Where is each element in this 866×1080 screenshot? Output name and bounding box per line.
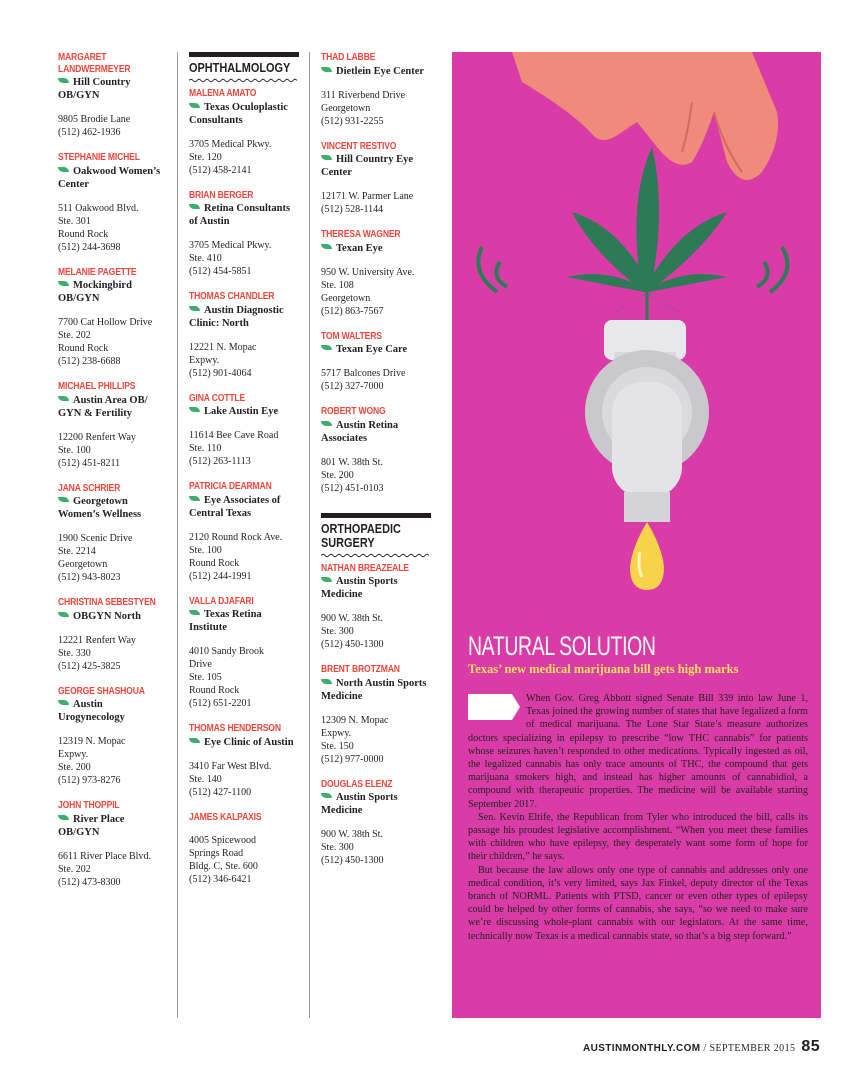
address-line: 1900 Scenic Drive [58, 533, 133, 544]
leaf-bullet-icon [189, 610, 200, 615]
page-number: 85 [801, 1038, 820, 1055]
address-line: (512) 263-1113 [189, 456, 251, 467]
address-line: (512) 458-2141 [189, 164, 252, 176]
address-line: Ste. 2214 [58, 546, 96, 557]
leaf-bullet-icon [321, 67, 332, 72]
address-block [189, 341, 299, 380]
leaf-bullet-icon [321, 155, 332, 160]
practice-label: Texas Oculoplastic Consultants [189, 101, 288, 126]
address-block [58, 431, 168, 470]
address-line: 12171 W. Parmer Lane [321, 191, 414, 202]
entry-list [321, 563, 431, 868]
practice-label: Austin Diagnostic Clinic: North [189, 304, 284, 329]
directory-entry [189, 190, 299, 279]
column-rule [309, 52, 310, 1018]
directory-entry [321, 141, 431, 217]
doctor-name: JAMES KALPAXIS [189, 811, 262, 823]
practice-name [58, 495, 168, 521]
address-block [58, 113, 168, 139]
address-block [58, 532, 168, 584]
doctor-name: STEPHANIE MICHEL [58, 152, 140, 163]
practice-label: Austin Retina Associates [321, 419, 399, 444]
address-line: Ste. 110 [189, 443, 222, 454]
doctor-name: BRENT BROTZMAN [321, 664, 400, 675]
leaf-bullet-icon [321, 577, 332, 582]
doctor-name: THAD LABBE [321, 52, 376, 63]
sidebar-body [468, 692, 808, 943]
directory-entry [58, 152, 168, 254]
directory-entry [321, 52, 431, 128]
address-line: (512) 977-0000 [321, 753, 384, 765]
address-line: Round Rock [58, 343, 109, 354]
address-line: (512) 450-1300 [321, 639, 384, 650]
address-line: 12309 N. Mopac [321, 714, 389, 726]
address-line: 9805 Brodie Lane [58, 114, 131, 125]
directory-column-3 [321, 52, 431, 880]
doctor-name: NATHAN BREAZEALE [321, 562, 409, 574]
section-header [321, 513, 431, 558]
practice-name [58, 813, 168, 839]
address-block [321, 612, 431, 651]
leaf-bullet-icon [321, 793, 332, 798]
directory-entry [321, 563, 431, 652]
section-title: OPHTHALMOLOGY [189, 60, 291, 75]
practice-name [321, 65, 431, 78]
address-line: (512) 450-1300 [321, 855, 384, 866]
address-block [189, 239, 299, 278]
practice-name [321, 575, 431, 601]
practice-name [58, 698, 168, 724]
leaf-bullet-icon [58, 612, 69, 617]
address-line: 11614 Bee Cave Road [189, 430, 279, 441]
address-line: 801 W. 38th St. [321, 456, 383, 468]
section-header [189, 52, 299, 83]
address-line: 900 W. 38th St. [321, 829, 383, 840]
address-block [321, 714, 431, 766]
leaf-bullet-icon [189, 306, 200, 311]
practice-label: Eye Clinic of Austin [204, 736, 294, 748]
practice-name [321, 343, 431, 356]
doctor-name: MICHAEL PHILLIPS [58, 381, 136, 392]
address-block [58, 634, 168, 673]
leaf-bullet-icon [58, 497, 69, 502]
address-line: (512) 451-8211 [58, 457, 121, 469]
directory-entry [321, 406, 431, 495]
leaf-bullet-icon [58, 78, 69, 83]
address-block [189, 531, 299, 583]
practice-label: Lake Austin Eye [204, 406, 279, 417]
address-line: Georgetown [58, 559, 108, 570]
address-line: 511 Oakwood Blvd. [58, 202, 139, 214]
practice-label: Hill Country OB/GYN [58, 77, 131, 101]
leaf-bullet-icon [189, 496, 200, 501]
illustration-hand-leaf-dropper [452, 52, 821, 612]
directory-entry [58, 52, 168, 139]
address-line: (512) 327-7000 [321, 381, 384, 392]
practice-label: Dietlein Eye Center [336, 65, 425, 77]
address-line: Ste. 330 [58, 647, 91, 659]
address-line: Expwy. [189, 354, 220, 366]
address-line: Ste. 105 [189, 672, 222, 683]
directory-entry [189, 393, 299, 469]
address-line: Ste. 410 [189, 253, 222, 264]
practice-name [58, 76, 168, 102]
address-line: Ste. 301 [58, 215, 91, 227]
address-line: (512) 473-8300 [58, 876, 121, 888]
address-line: Round Rock [189, 557, 240, 569]
directory-column-2 [189, 52, 299, 899]
directory-entry [189, 812, 299, 887]
entry-list [189, 88, 299, 886]
address-line: (512) 901-4064 [189, 367, 252, 379]
address-block [58, 202, 168, 254]
practice-label: Oakwood Women’s Center [58, 165, 161, 190]
doctor-name: MALENA AMATO [189, 88, 257, 99]
address-line: 12221 N. Mopac [189, 341, 257, 353]
practice-label: Austin Sports Medicine [321, 792, 398, 816]
practice-label: Eye Associates of Central Texas [189, 494, 281, 519]
address-line: (512) 244-1991 [189, 570, 252, 582]
practice-name [58, 165, 168, 191]
address-block [321, 190, 431, 216]
address-line: 7700 Cat Hollow Drive [58, 317, 153, 328]
directory-entry [58, 267, 168, 369]
doctor-name: THOMAS HENDERSON [189, 723, 281, 734]
leaf-bullet-icon [321, 421, 332, 426]
leaf-bullet-icon [321, 244, 332, 249]
address-line: Ste. 150 [321, 740, 354, 752]
address-line: Drive [189, 659, 212, 670]
address-block [58, 316, 168, 368]
entry-list [321, 52, 431, 495]
directory-entry [189, 88, 299, 177]
practice-name [189, 494, 299, 520]
doctor-name: MARGARET LANDWERMEYER [58, 52, 131, 75]
address-line: 4010 Sandy Brook [189, 646, 264, 657]
doctor-name: TOM WALTERS [321, 330, 382, 342]
leaf-bullet-icon [189, 738, 200, 743]
doctor-name: PATRICIA DEARMAN [189, 481, 272, 492]
practice-name [321, 419, 431, 445]
address-line: Ste. 300 [321, 842, 354, 853]
footer-site[interactable]: AUSTINMONTHLY.COM [582, 1043, 701, 1054]
practice-name [189, 405, 299, 418]
address-line: 12319 N. Mopac [58, 736, 126, 747]
address-line: 950 W. University Ave. [321, 266, 415, 278]
practice-label: North Austin Sports Medicine [321, 677, 427, 702]
doctor-name: THERESA WAGNER [321, 229, 401, 240]
address-line: 6611 River Place Blvd. [58, 850, 151, 862]
leaf-bullet-icon [58, 700, 69, 705]
practice-name [321, 791, 431, 817]
address-block [321, 89, 431, 128]
practice-name [189, 304, 299, 330]
directory-entry [58, 686, 168, 788]
address-block [189, 138, 299, 177]
doctor-name: VALLA DJAFARI [189, 595, 254, 607]
directory-entry [58, 381, 168, 470]
sidebar-panel [452, 52, 821, 1018]
address-line: 3410 Far West Blvd. [189, 760, 272, 772]
address-line: (512) 425-3825 [58, 660, 121, 672]
practice-name [189, 608, 299, 634]
address-line: (512) 346-6421 [189, 874, 252, 885]
address-line: (512) 651-2201 [189, 698, 252, 709]
address-line: (512) 427-1100 [189, 786, 252, 798]
address-line: (512) 244-3698 [58, 241, 121, 253]
practice-label: Texan Eye [336, 242, 383, 254]
address-line: Ste. 100 [58, 444, 91, 456]
doctor-name: MELANIE PAGETTE [58, 266, 137, 278]
address-line: 12221 Renfert Way [58, 634, 136, 646]
leaf-bullet-icon [321, 345, 332, 350]
address-line: Ste. 300 [321, 626, 354, 637]
doctor-name: BRIAN BERGER [189, 189, 254, 201]
address-line: 3705 Medical Pkwy. [189, 138, 272, 150]
page-footer [583, 1038, 820, 1056]
address-line: (512) 454-5851 [189, 266, 252, 277]
address-line: (512) 931-2255 [321, 115, 384, 127]
address-line: Ste. 200 [58, 762, 91, 773]
address-line: Ste. 100 [189, 544, 222, 556]
practice-name [58, 610, 168, 623]
address-line: 311 Riverbend Drive [321, 89, 406, 101]
doctor-name: VINCENT RESTIVO [321, 140, 397, 152]
practice-label: Hill Country Eye Center [321, 154, 414, 178]
doctor-name: GEORGE SHASHOUA [58, 685, 145, 697]
directory-entry [189, 596, 299, 711]
doctor-name: ROBERT WONG [321, 406, 386, 417]
directory-entry [189, 481, 299, 583]
address-line: 12200 Renfert Way [58, 431, 136, 443]
practice-label: Retina Consultants of Austin [189, 203, 291, 227]
practice-label: Austin Urogynecology [58, 699, 125, 723]
address-line: (512) 238-6688 [58, 356, 121, 367]
leaf-bullet-icon [321, 679, 332, 684]
directory-entry [58, 597, 168, 673]
address-line: Ste. 202 [58, 330, 91, 341]
leaf-bullet-icon [58, 815, 69, 820]
address-block [189, 760, 299, 799]
leaf-bullet-icon [58, 281, 69, 286]
squiggle-divider-icon [321, 553, 429, 558]
doctor-name: THOMAS CHANDLER [189, 291, 275, 302]
address-line: Round Rock [58, 228, 109, 240]
practice-name [321, 153, 431, 179]
directory-entry [58, 800, 168, 889]
leaf-bullet-icon [189, 407, 200, 412]
doctor-name: GINA COTTLE [189, 392, 246, 404]
practice-name [58, 394, 168, 420]
sidebar-paragraph: But because the law allows only one type of cannabis and addresses only one medical condition, it’s very limited, says Jax Finkel, deputy director of the Texas branch of NORML. Patients with PTSD, cancer or even other types of epilepsy could be helped by other forms of cannabis, she says, “so we need to make sure we’re discussing whole-plant cannabis with our legislators. At the same time, technically now Texas is a medical cannabis state, so that’s a big step forward.” [468, 864, 808, 942]
address-line: Round Rock [189, 685, 240, 696]
sidebar-paragraph: When Gov. Greg Abbott signed Senate Bill 339 into law June 1, Texas joined the growing number of states that have legalized a form of medical marijuana. The Lone Star State’s measure authorizes doctors specializing in epilepsy to prescribe “low THC cannabis” for patients whose seizures haven’t responded to other medications. Typically ingested as oil, the legalized cannabis has only trace amounts of THC, the compound that gets marijuana smokers high, and instead has higher amounts of cannabidiol, a compound with therapeutic properties. The medicine will be available starting September 2017. [468, 693, 808, 810]
directory-column-1 [58, 52, 168, 902]
column-rule [177, 52, 178, 1018]
directory-entry [321, 229, 431, 318]
address-line: Ste. 140 [189, 773, 222, 785]
practice-name [189, 101, 299, 127]
practice-name [321, 677, 431, 703]
address-line: 5717 Balcones Drive [321, 368, 406, 379]
address-block [58, 850, 168, 889]
address-line: 2120 Round Rock Ave. [189, 531, 283, 543]
directory-entry [189, 291, 299, 380]
address-block [58, 735, 168, 787]
leaf-bullet-icon [189, 204, 200, 209]
address-line: Ste. 202 [58, 863, 91, 875]
address-line: Expwy. [58, 749, 89, 760]
leaf-bullet-icon [58, 396, 69, 401]
squiggle-divider-icon [189, 78, 297, 83]
address-line: Georgetown [321, 102, 371, 114]
address-line: Georgetown [321, 292, 371, 304]
practice-name [189, 736, 299, 749]
address-block [321, 456, 431, 495]
directory-entry [189, 723, 299, 799]
address-line: Ste. 200 [321, 469, 354, 481]
address-block [321, 828, 431, 867]
address-line: 3705 Medical Pkwy. [189, 240, 272, 251]
sidebar-subtitle: Texas’ new medical marijuana bill gets high marks [468, 662, 739, 676]
doctor-name: CHRISTINA SEBESTYEN [58, 597, 156, 608]
doctor-name: JOHN THOPPIL [58, 800, 120, 811]
address-line: (512) 451-0103 [321, 482, 384, 494]
directory-entry [321, 779, 431, 868]
practice-label: Texas Retina Institute [189, 609, 262, 633]
address-line: Bldg. C, Ste. 600 [189, 861, 258, 872]
address-line: Ste. 108 [321, 279, 354, 291]
footer-issue: / SEPTEMBER 2015 [700, 1043, 796, 1054]
sidebar-paragraph: Sen. Kevin Eltife, the Republican from Tyler who introduced the bill, calls its passage his proudest legislative accomplishment. “When you meet these families with children who have epilepsy, they desperately want some form of hope for their children,” he says. [468, 811, 808, 863]
address-line: Ste. 120 [189, 151, 222, 163]
address-line: 900 W. 38th St. [321, 613, 383, 624]
practice-name [321, 242, 431, 255]
practice-name [189, 202, 299, 228]
practice-label: Georgetown Women’s Wellness [58, 496, 142, 520]
leaf-bullet-icon [189, 103, 200, 108]
practice-label: Texan Eye Care [336, 344, 408, 355]
address-line: Expwy. [321, 727, 352, 739]
address-line: (512) 943-8023 [58, 572, 121, 583]
address-line: (512) 462-1936 [58, 127, 121, 138]
practice-label: River Place OB/GYN [58, 813, 125, 838]
practice-label: Austin Sports Medicine [321, 576, 398, 600]
address-block [321, 266, 431, 318]
arrow-tag-icon [468, 694, 520, 720]
leaf-bullet-icon [58, 167, 69, 172]
practice-label: Austin Area OB/ GYN & Fertility [58, 394, 148, 419]
address-line: (512) 528-1144 [321, 204, 384, 215]
address-block [321, 367, 431, 393]
practice-name [58, 279, 168, 305]
directory-entry [58, 483, 168, 585]
address-block [189, 645, 299, 710]
practice-label: Mockingbird OB/GYN [58, 280, 132, 304]
sidebar-title: NATURAL SOLUTION [468, 631, 656, 661]
doctor-name: JANA SCHRIER [58, 482, 121, 494]
address-block [189, 429, 299, 468]
address-line: 4005 Spicewood [189, 835, 256, 846]
directory-entry [321, 331, 431, 394]
practice-label: OBGYN North [73, 610, 141, 622]
section-title: ORTHOPAEDIC SURGERY [321, 520, 401, 550]
address-block [189, 834, 299, 886]
directory-entry [321, 664, 431, 766]
address-line: (512) 863-7567 [321, 305, 384, 317]
doctor-name: DOUGLAS ELENZ [321, 778, 393, 790]
address-line: Springs Road [189, 848, 244, 859]
address-line: (512) 973-8276 [58, 775, 121, 786]
